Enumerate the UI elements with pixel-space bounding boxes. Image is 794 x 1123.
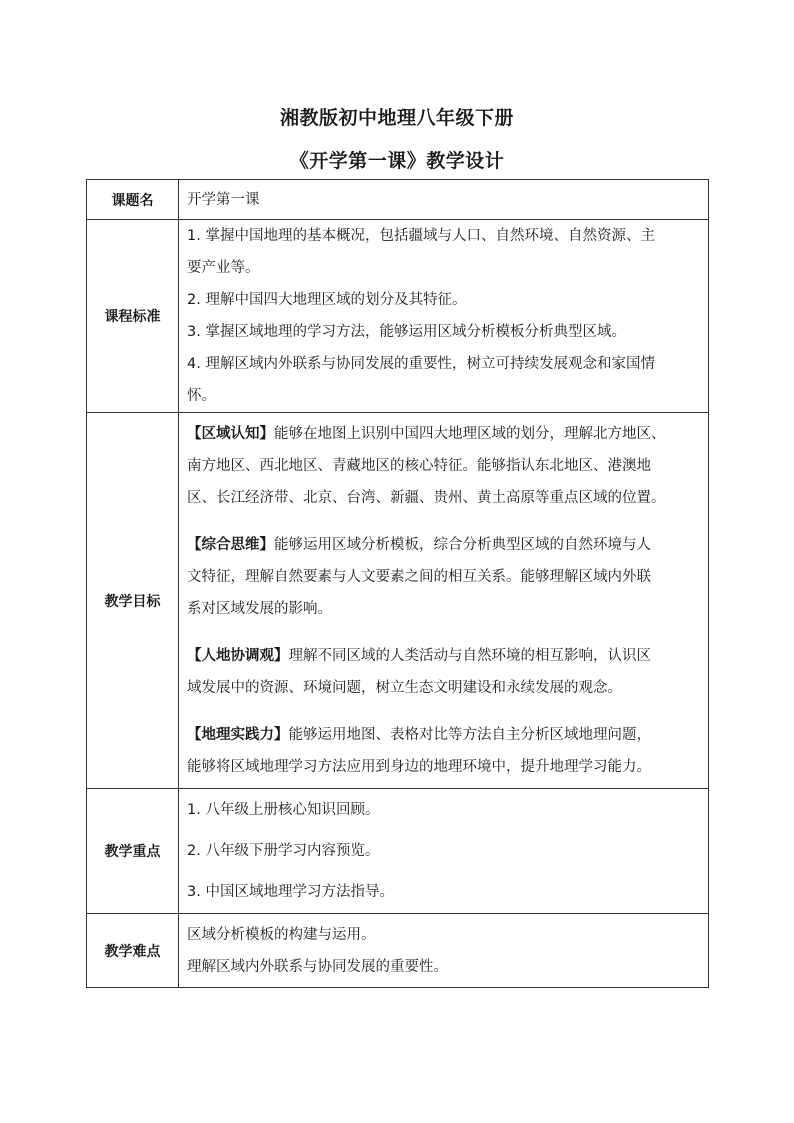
standards-content [179,220,709,413]
document-title: 湘教版初中地理八年级下册 [279,107,514,129]
objective-integrated-thinking [187,529,702,625]
key-point-item: 1. 八年级上册核心知识回顾。 [187,802,380,818]
table-row-difficulties [87,914,709,988]
objective-text: 理解不同区域的人类活动与自然环境的相互影响，认识区 [288,648,651,664]
table-row-key-points [87,789,709,914]
difficulties-label: 教学难点 [87,914,179,988]
objective-text: 系对区域发展的影响。 [187,601,332,617]
objective-regional-cognition [187,418,702,514]
table-row-standards [87,220,709,413]
objective-text: 能够运用地图、表格对比等方法自主分析区域地理问题， [288,727,651,743]
objective-tag: 【人地协调观】 [187,648,289,664]
standard-item-4-line-2: 怀。 [187,388,216,404]
standard-item-4-line-1: 4. 理解区域内外联系与协同发展的重要性，树立可持续发展观念和家国情 [187,356,655,372]
difficulty-item: 理解区域内外联系与协同发展的重要性。 [187,958,448,975]
objective-tag: 【综合思维】 [187,537,274,553]
standard-item-1-line-1: 1. 掌握中国地理的基本概况，包括疆域与人口、自然环境、自然资源、主 [187,228,655,244]
objectives-label: 教学目标 [87,413,179,789]
standard-item-1-line-2: 要产业等。 [187,260,260,276]
table-row-topic [87,180,709,220]
objective-tag: 【区域认知】 [187,426,274,442]
lesson-plan-table [86,179,709,988]
objective-text: 域发展中的资源、环境问题，树立生态文明建设和永续发展的观念。 [187,680,622,696]
key-points-label: 教学重点 [87,789,179,914]
objective-text: 区、长江经济带、北京、台湾、新疆、贵州、黄土高原等重点区域的位置。 [187,490,666,506]
objective-human-land-harmony [187,640,702,704]
objective-text: 能够将区域地理学习方法应用到身边的地理环境中，提升地理学习能力。 [187,759,651,775]
table-row-objectives [87,413,709,789]
objectives-content [179,413,709,789]
key-point-item: 2. 八年级下册学习内容预览。 [187,843,380,859]
objective-geographic-practice [187,719,702,783]
objective-tag: 【地理实践力】 [187,727,289,743]
objective-text: 能够运用区域分析模板，综合分析典型区域的自然环境与人 [274,537,651,553]
document-subtitle: 《开学第一课》教学设计 [289,150,505,172]
key-point-item: 3. 中国区域地理学习方法指导。 [187,884,394,900]
objective-text: 南方地区、西北地区、青藏地区的核心特征。能够指认东北地区、港澳地 [187,458,651,474]
difficulty-item: 区域分析模板的构建与运用。 [187,926,376,943]
topic-value: 开学第一课 [179,180,709,220]
objective-text: 能够在地图上识别中国四大地理区域的划分，理解北方地区、 [274,426,666,442]
difficulties-content [179,914,709,988]
topic-label: 课题名 [87,180,179,220]
standard-item-3: 3. 掌握区域地理的学习方法，能够运用区域分析模板分析典型区域。 [187,324,626,340]
standards-label: 课程标准 [87,220,179,413]
standard-item-2: 2. 理解中国四大地理区域的划分及其特征。 [187,292,467,308]
objective-text: 文特征，理解自然要素与人文要素之间的相互关系。能够理解区域内外联 [187,569,651,585]
key-points-content [179,789,709,914]
